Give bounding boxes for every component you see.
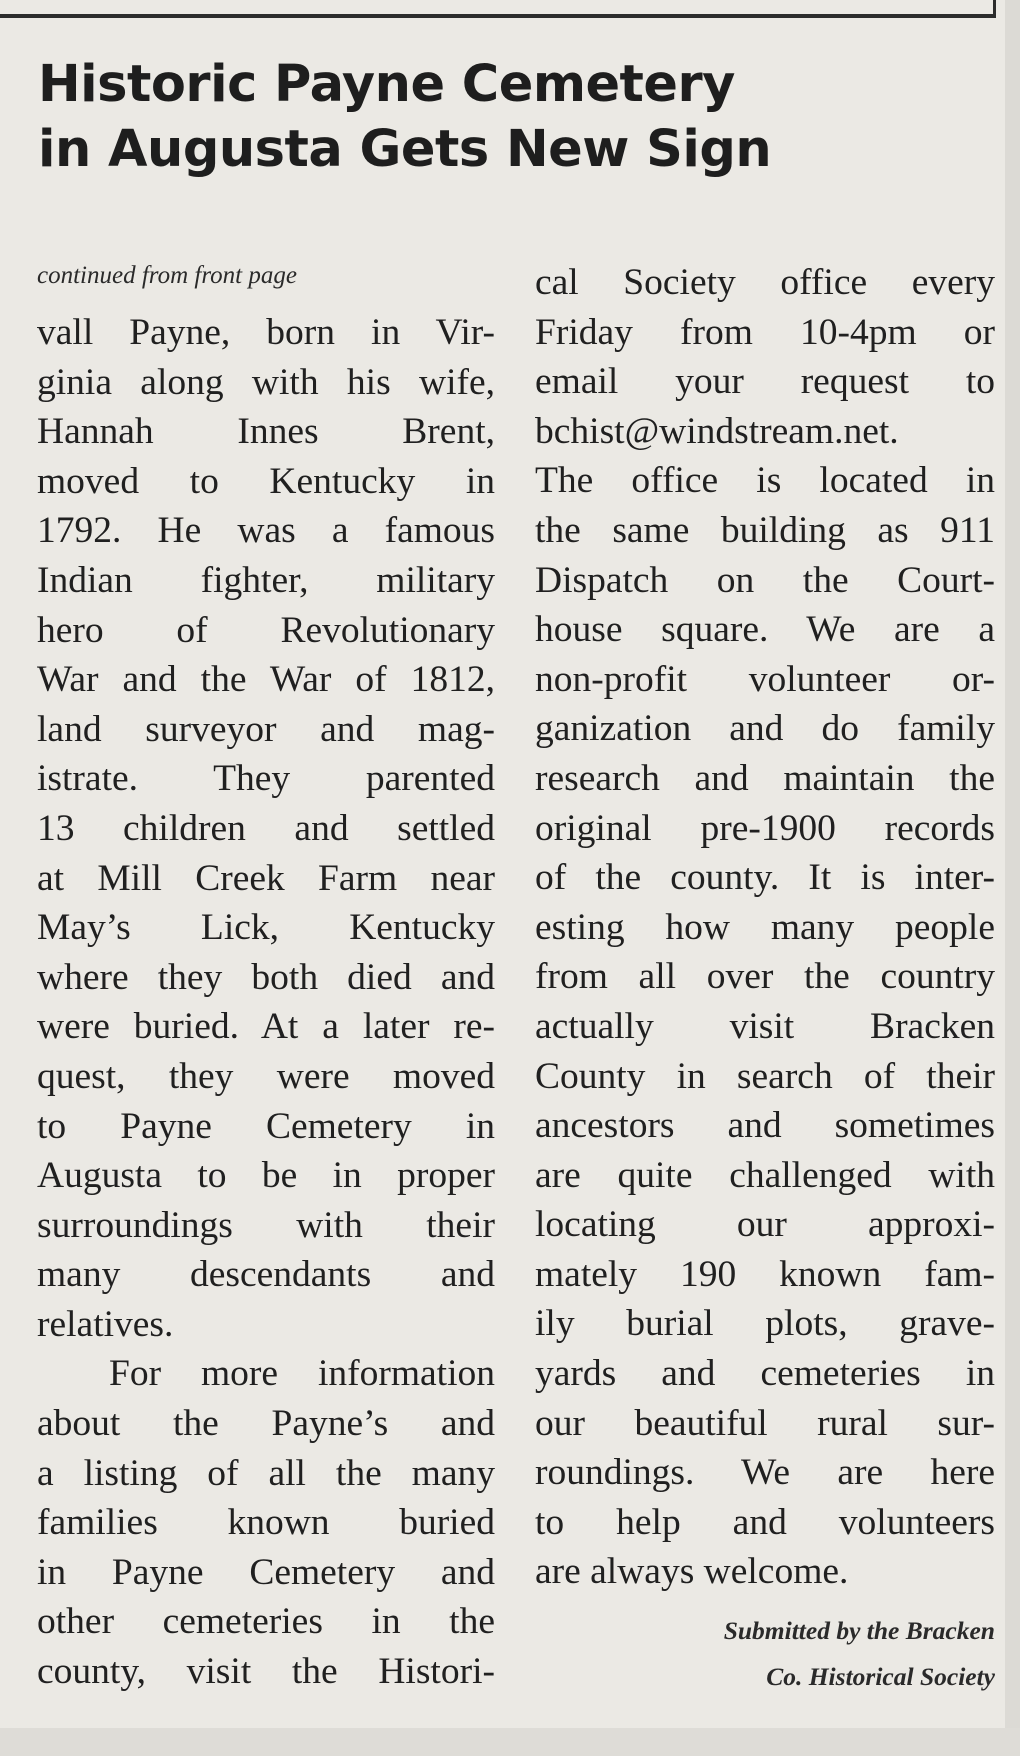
- column-line: yards and cemeteries in: [535, 1353, 995, 1395]
- column-line: at Mill Creek Farm near: [37, 857, 495, 899]
- column-line: non-profit volunteer or-: [535, 658, 995, 700]
- column-line: esting how many people: [535, 906, 995, 948]
- column-line: many descendants and: [37, 1254, 495, 1296]
- column-line: in Payne Cemetery and: [37, 1551, 495, 1593]
- column-line: research and maintain the: [535, 757, 995, 799]
- column-line: to Payne Cemetery in: [37, 1105, 495, 1147]
- continued-note: continued from front page: [37, 262, 297, 289]
- column-line: Friday from 10-4pm or: [535, 311, 995, 353]
- column-line: relatives.: [37, 1303, 174, 1345]
- column-line: 1792. He was a famous: [37, 510, 495, 552]
- headline-line-2: in Augusta Gets New Sign: [38, 120, 772, 179]
- column-line: vall Payne, born in Vir-: [37, 312, 495, 353]
- credit-line-2: Co. Historical Society: [766, 1662, 995, 1691]
- headline-line-1: Historic Payne Cemetery: [38, 55, 735, 114]
- column-line: surroundings with their: [37, 1204, 495, 1246]
- left-column: [37, 308, 495, 1697]
- column-line: other cemeteries in the: [37, 1601, 495, 1643]
- article-headline: [38, 52, 998, 182]
- column-line: Augusta to be in proper: [37, 1155, 495, 1197]
- column-line: the same building as 911: [535, 509, 995, 551]
- scan-right-margin: [1005, 0, 1020, 1756]
- column-line: mately 190 known fam-: [535, 1253, 995, 1295]
- column-line: hero of Revolutionary: [37, 609, 495, 651]
- column-line: ily burial plots, grave-: [535, 1303, 995, 1345]
- column-line: house square. We are a: [535, 609, 995, 651]
- column-line: are always welcome.: [535, 1551, 849, 1593]
- column-line: moved to Kentucky in: [37, 460, 495, 502]
- column-line: ginia along with his wife,: [37, 361, 495, 403]
- column-line: a listing of all the many: [37, 1452, 495, 1494]
- column-line: For more information: [109, 1353, 495, 1395]
- column-line: email your request to: [535, 361, 995, 403]
- column-line: original pre-1900 records: [535, 807, 995, 849]
- column-line: quest, they were moved: [37, 1055, 495, 1097]
- column-line: War and the War of 1812,: [37, 659, 495, 701]
- column-line: The office is located in: [535, 460, 995, 502]
- scan-bottom-margin: [0, 1728, 1020, 1756]
- column-line: istrate. They parented: [37, 758, 495, 800]
- column-line: land surveyor and mag-: [37, 708, 495, 750]
- right-column: [535, 258, 995, 1597]
- credit-line-1: Submitted by the Bracken: [723, 1616, 995, 1645]
- column-line: County in search of their: [535, 1055, 995, 1097]
- column-line: bchist@windstream.net.: [535, 410, 899, 452]
- column-line: Dispatch on the Court-: [535, 559, 995, 601]
- column-line: to help and volunteers: [535, 1501, 995, 1543]
- column-line: are quite challenged with: [535, 1154, 995, 1196]
- column-line: 13 children and settled: [37, 807, 495, 849]
- column-line: roundings. We are here: [535, 1452, 995, 1494]
- right-border-rule: [993, 0, 996, 18]
- column-line: cal Society office every: [535, 262, 995, 303]
- column-line: Indian fighter, military: [37, 559, 495, 601]
- column-line: actually visit Bracken: [535, 1005, 995, 1047]
- column-line: about the Payne’s and: [37, 1403, 495, 1445]
- column-line: Hannah Innes Brent,: [37, 411, 495, 453]
- column-line: ganization and do family: [535, 708, 995, 750]
- column-line: were buried. At a later re-: [37, 1006, 495, 1048]
- column-line: our beautiful rural sur-: [535, 1402, 995, 1444]
- column-line: families known buried: [37, 1502, 495, 1544]
- column-line: locating our approxi-: [535, 1204, 995, 1246]
- column-line: from all over the country: [535, 956, 995, 998]
- column-line: ancestors and sometimes: [535, 1105, 995, 1147]
- column-line: May’s Lick, Kentucky: [37, 907, 495, 949]
- column-line: where they both died and: [37, 956, 495, 998]
- column-line: county, visit the Histori-: [37, 1651, 495, 1693]
- column-line: of the county. It is inter-: [535, 857, 995, 899]
- top-border-rule: [0, 14, 995, 18]
